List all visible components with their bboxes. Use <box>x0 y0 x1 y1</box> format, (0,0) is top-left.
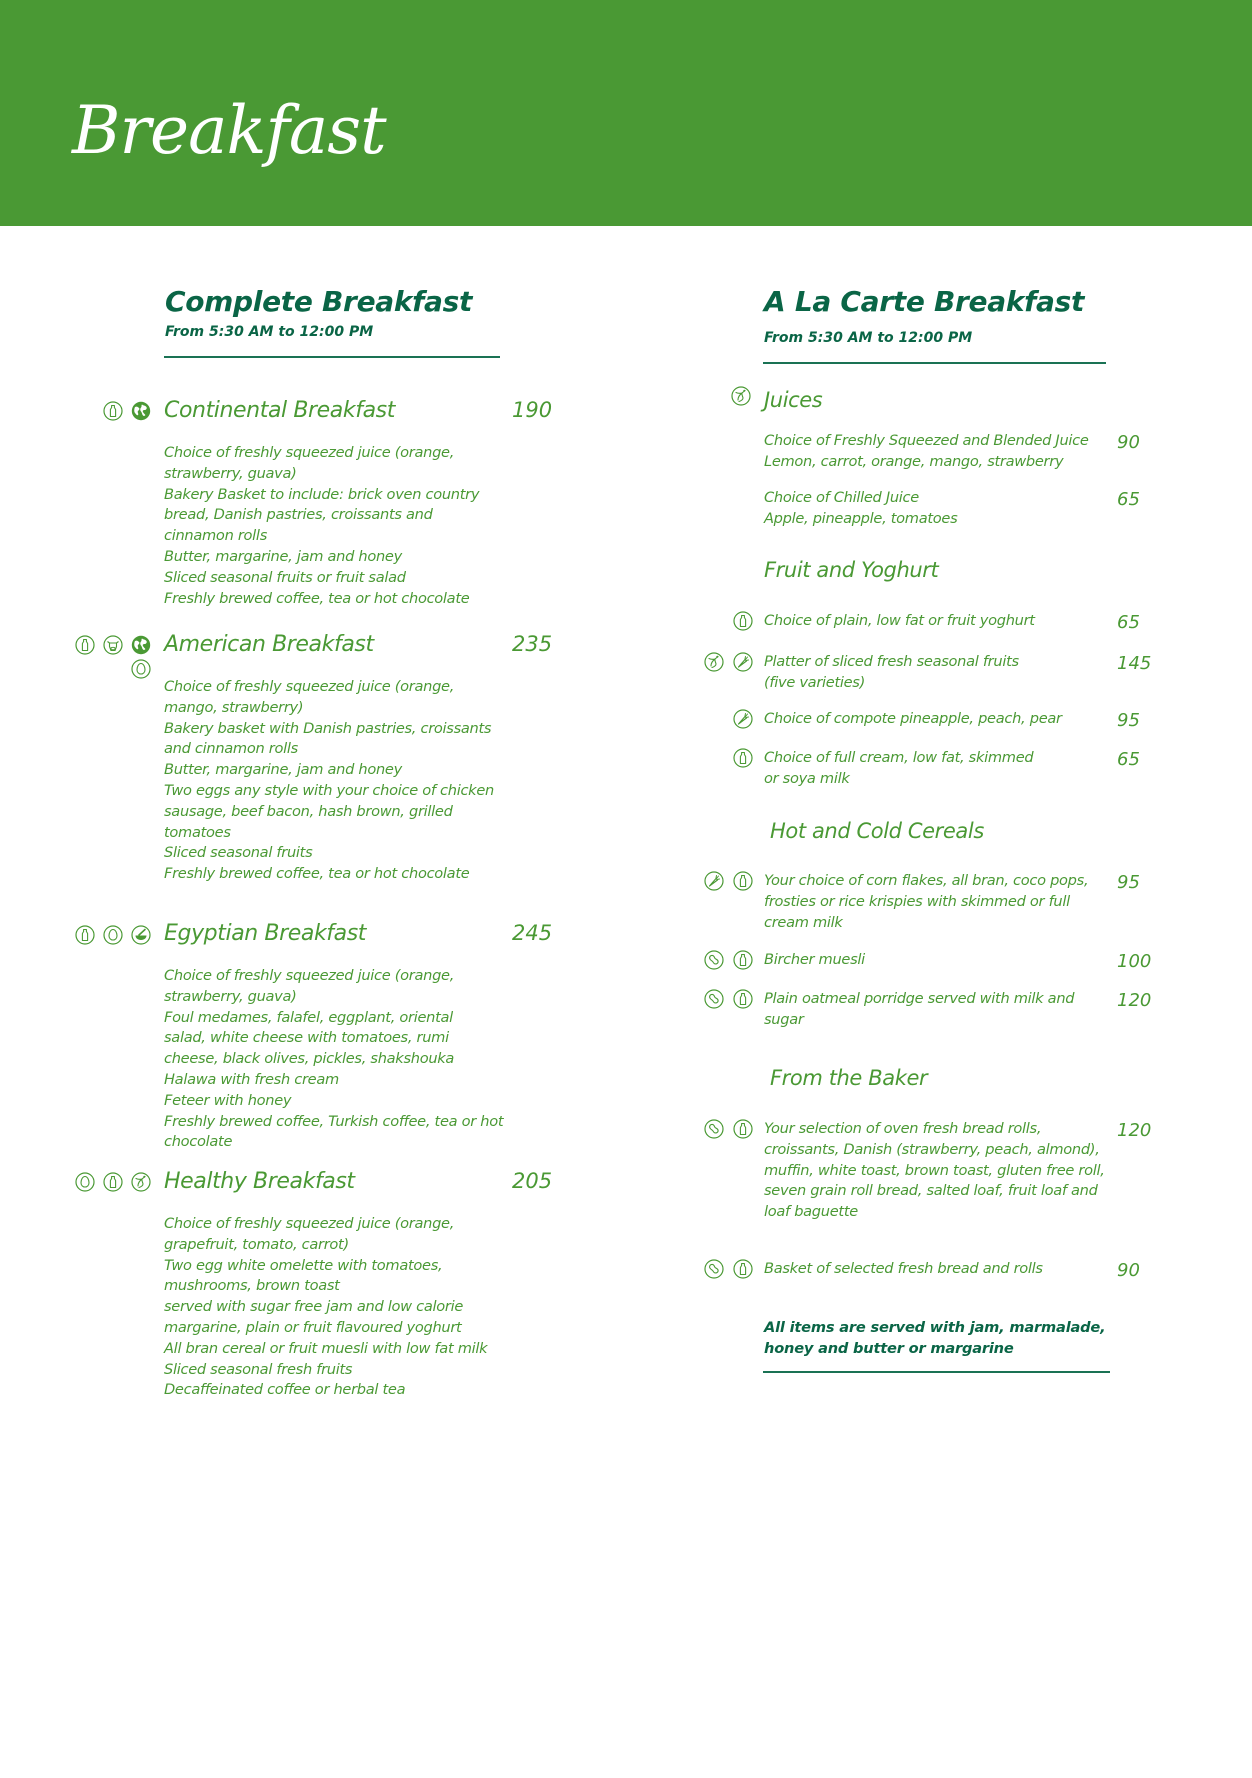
menu-item-description: Bircher muesli <box>764 951 865 968</box>
globe-icon <box>131 635 151 655</box>
peanut-icon <box>704 989 724 1009</box>
milk-bottle-icon <box>733 950 753 970</box>
menu-item-description: Choice of freshly squeezed juice (orange, strawberry, guava) Bakery Basket to include: brick oven country bread, Danish pastries, croissants and cinnamon rolls Butter, margarine, jam and honey Sliced seasonal fruits or fruit salad Freshly brewed coffee, tea or hot chocolate <box>164 444 480 607</box>
milk-bottle-icon <box>733 1119 753 1139</box>
menu-item-description: Your choice of corn flakes, all bran, coco pops, frosties or rice krispies with skimmed or full cream milk <box>764 872 1089 931</box>
menu-item-price: 235 <box>512 632 553 656</box>
menu-item-description: Plain oatmeal porridge served with milk and sugar <box>764 990 1075 1028</box>
category-title: Juices <box>764 388 823 412</box>
menu-item-price: 95 <box>1117 710 1140 731</box>
menu-item-name: Continental Breakfast <box>164 398 395 423</box>
menu-item-price: 65 <box>1117 749 1140 770</box>
menu-item-description: Choice of freshly squeezed juice (orange, strawberry, guava) Foul medames, falafel, eggplant, oriental salad, white cheese with tomatoes, rumi cheese, black olives, pickles, shakshouka Halawa with fresh cream Feteer with honey Freshly brewed coffee, Turkish coffee, tea or hot chocolate <box>164 967 504 1151</box>
served-with-note: All items are served with jam, marmalade, honey and butter or margarine <box>764 1319 1106 1357</box>
menu-item-description: Platter of sliced fresh seasonal fruits (five varieties) <box>764 653 1019 691</box>
milk-bottle-icon <box>733 1259 753 1279</box>
menu-item-name: American Breakfast <box>164 632 374 657</box>
complete-breakfast-title: Complete Breakfast <box>165 285 473 318</box>
milk-bottle-icon <box>733 871 753 891</box>
complete-breakfast-hours: From 5:30 AM to 12:00 PM <box>165 324 374 340</box>
header-banner <box>0 0 1252 226</box>
category-title: Fruit and Yoghurt <box>764 558 939 582</box>
menu-item-price: 205 <box>512 1169 553 1193</box>
menu-item-description: Basket of selected fresh bread and rolls <box>764 1260 1043 1277</box>
menu-item-price: 65 <box>1117 612 1140 633</box>
divider <box>763 1371 1110 1373</box>
milk-bottle-icon <box>733 989 753 1009</box>
milk-bottle-icon <box>733 748 753 768</box>
category-title: From the Baker <box>770 1066 928 1090</box>
page-title: Breakfast <box>72 92 386 169</box>
menu-item-price: 120 <box>1117 1120 1152 1141</box>
carrot-icon <box>733 709 753 729</box>
milk-bottle-icon <box>75 925 95 945</box>
menu-item-price: 245 <box>512 921 553 945</box>
menu-item-description: Choice of freshly squeezed juice (orange, mango, strawberry) Bakery basket with Danish pastries, croissants and cinnamon rolls Butter, margarine, jam and honey Two eggs any style with your choice of chicken sausage, beef bacon, hash brown, grilled tomatoes Sliced seasonal fruits Freshly brewed coffee, tea or hot chocolate <box>164 678 494 883</box>
carrot-icon <box>733 652 753 672</box>
divider <box>763 362 1106 364</box>
menu-item-price: 65 <box>1117 489 1140 510</box>
menu-item-description: Choice of compote pineapple, peach, pear <box>764 710 1062 727</box>
menu-item-description: Choice of full cream, low fat, skimmed or soya milk <box>764 749 1034 787</box>
peanut-icon <box>704 950 724 970</box>
healthy-runner-icon <box>731 386 751 406</box>
egg-icon <box>103 925 123 945</box>
peanut-icon <box>704 1259 724 1279</box>
healthy-runner-icon <box>704 652 724 672</box>
milk-bottle-icon <box>75 635 95 655</box>
menu-item-description: Choice of Freshly Squeezed and Blended Juice Lemon, carrot, orange, mango, strawberry <box>764 432 1089 470</box>
menu-item-name: Egyptian Breakfast <box>164 921 367 946</box>
menu-item-price: 190 <box>512 398 553 422</box>
menu-item-description: Choice of Chilled Juice Apple, pineapple, tomatoes <box>764 489 958 527</box>
menu-item-name: Healthy Breakfast <box>164 1169 355 1194</box>
category-title: Hot and Cold Cereals <box>770 819 984 843</box>
a-la-carte-hours: From 5:30 AM to 12:00 PM <box>764 330 973 346</box>
peanut-icon <box>704 1119 724 1139</box>
divider <box>164 356 500 358</box>
menu-item-price: 100 <box>1117 951 1152 972</box>
menu-item-description: Choice of freshly squeezed juice (orange, grapefruit, tomato, carrot) Two egg white omelette with tomatoes, mushrooms, brown toast served with sugar free jam and low calorie margarine, plain or fruit flavoured yoghurt All bran cereal or fruit muesli with low fat milk Sliced seasonal fresh fruits Decaffeinated coffee or herbal tea <box>164 1215 488 1399</box>
a-la-carte-title: A La Carte Breakfast <box>764 285 1085 318</box>
cow-icon <box>103 635 123 655</box>
egg-icon <box>131 659 151 679</box>
menu-item-price: 95 <box>1117 872 1140 893</box>
milk-bottle-icon <box>103 1172 123 1192</box>
menu-item-price: 90 <box>1117 1260 1140 1281</box>
menu-item-description: Choice of plain, low fat or fruit yoghurt <box>764 612 1035 629</box>
menu-item-price: 90 <box>1117 432 1140 453</box>
egg-icon <box>75 1172 95 1192</box>
menu-item-price: 145 <box>1117 653 1152 674</box>
globe-icon <box>131 401 151 421</box>
carrot-icon <box>704 871 724 891</box>
milk-bottle-icon <box>733 611 753 631</box>
milk-bottle-icon <box>103 401 123 421</box>
mortar-pestle-icon <box>131 925 151 945</box>
menu-item-price: 120 <box>1117 990 1152 1011</box>
healthy-runner-icon <box>131 1172 151 1192</box>
menu-item-description: Your selection of oven fresh bread rolls, croissants, Danish (strawberry, peach, almond), muffin, white toast, brown toast, gluten free roll, seven grain roll bread, salted loaf, fruit loaf and loaf baguette <box>764 1120 1105 1221</box>
